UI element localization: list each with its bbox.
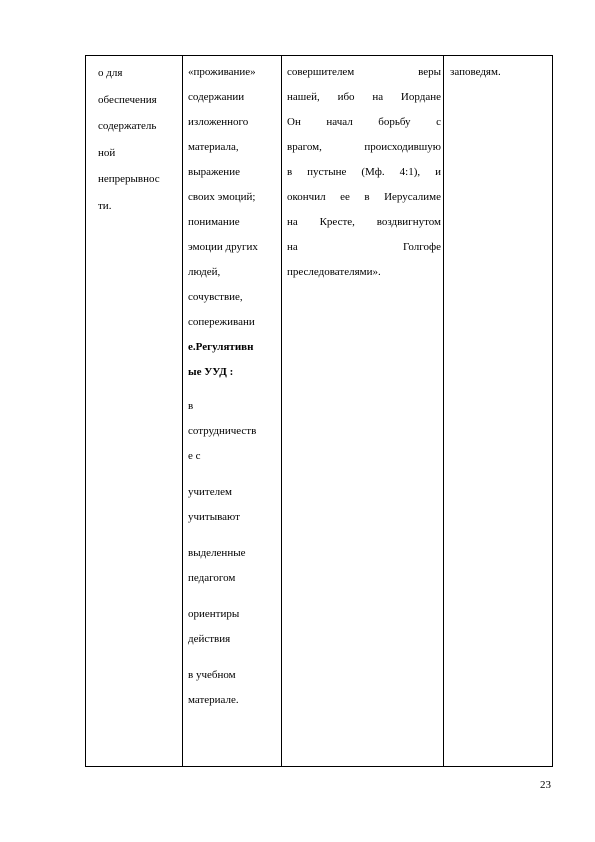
- text-line: [287, 135, 441, 160]
- word: на: [287, 241, 298, 253]
- text-line: ти.: [98, 199, 112, 212]
- cell-column-2: [188, 60, 281, 713]
- text-line: эмоции других: [188, 241, 258, 253]
- text-line: сотрудничеств: [188, 425, 257, 437]
- text-line: своих эмоций;: [188, 191, 256, 203]
- cell-column-4: [450, 60, 546, 85]
- text-line: о для: [98, 67, 123, 79]
- word: Иерусалиме: [384, 191, 441, 203]
- text-line: людей,: [188, 266, 221, 278]
- heading-line: е.Регулятивн: [188, 341, 254, 353]
- word: врагом,: [287, 141, 322, 153]
- text-line: ориентиры: [188, 608, 240, 620]
- word: 4:1),: [399, 166, 421, 178]
- word: Голгофе: [403, 241, 441, 253]
- word: окончил: [287, 191, 326, 203]
- text-line: материала,: [188, 141, 239, 153]
- word: совершителем: [287, 66, 355, 78]
- word: на: [372, 91, 384, 103]
- word: на: [287, 216, 298, 228]
- word: Он: [287, 116, 301, 128]
- cell-column-3: [287, 60, 441, 285]
- text-line: понимание: [188, 216, 240, 228]
- heading-line: ые УУД :: [188, 366, 234, 378]
- word: Иордане: [400, 91, 441, 103]
- text-line: действия: [188, 633, 231, 645]
- word: ибо: [337, 91, 355, 103]
- column-divider: [443, 56, 444, 766]
- text-line: [287, 210, 441, 235]
- text-line: [287, 110, 441, 135]
- column-divider: [182, 56, 183, 766]
- word: происходившую: [364, 141, 441, 153]
- text-line: [287, 235, 441, 260]
- text-line: преследователями».: [287, 266, 381, 278]
- word: борьбу: [378, 116, 411, 128]
- content-table: [85, 55, 553, 767]
- text-line: обеспечения: [98, 93, 157, 106]
- text-line: содержатель: [98, 120, 157, 132]
- word: в: [287, 166, 293, 178]
- word: и: [435, 166, 441, 178]
- word: (Мф.: [361, 166, 385, 178]
- text-line: [287, 60, 441, 85]
- text-line: заповедям.: [450, 66, 501, 78]
- text-line: материале.: [188, 694, 239, 706]
- page-number: 23: [540, 779, 551, 791]
- word: в: [364, 191, 370, 203]
- text-line: [287, 185, 441, 210]
- word: Кресте,: [319, 216, 355, 228]
- word: ее: [340, 191, 350, 203]
- text-line: изложенного: [188, 116, 249, 128]
- word: начал: [326, 116, 353, 128]
- word: нашей,: [287, 91, 320, 103]
- cell-column-1: [98, 60, 182, 219]
- text-line: в: [188, 400, 194, 412]
- text-line: в учебном: [188, 669, 236, 681]
- text-line: содержании: [188, 91, 245, 103]
- word: с: [436, 116, 441, 128]
- text-line: учитывают: [188, 511, 240, 523]
- word: пустыне: [307, 166, 347, 178]
- text-line: [287, 160, 441, 185]
- text-line: [287, 85, 441, 110]
- text-line: е с: [188, 450, 201, 462]
- text-line: учителем: [188, 486, 232, 498]
- text-line: непрерывнос: [98, 173, 160, 185]
- text-line: сопереживани: [188, 316, 255, 328]
- word: воздвигнутом: [376, 216, 441, 228]
- text-line: выделенные: [188, 547, 246, 559]
- text-line: сочувствие,: [188, 291, 243, 303]
- word: веры: [418, 66, 441, 78]
- text-line: выражение: [188, 166, 240, 178]
- text-line: «проживание»: [188, 66, 256, 78]
- text-line: ной: [98, 146, 116, 159]
- column-divider: [281, 56, 282, 766]
- text-line: педагогом: [188, 572, 236, 584]
